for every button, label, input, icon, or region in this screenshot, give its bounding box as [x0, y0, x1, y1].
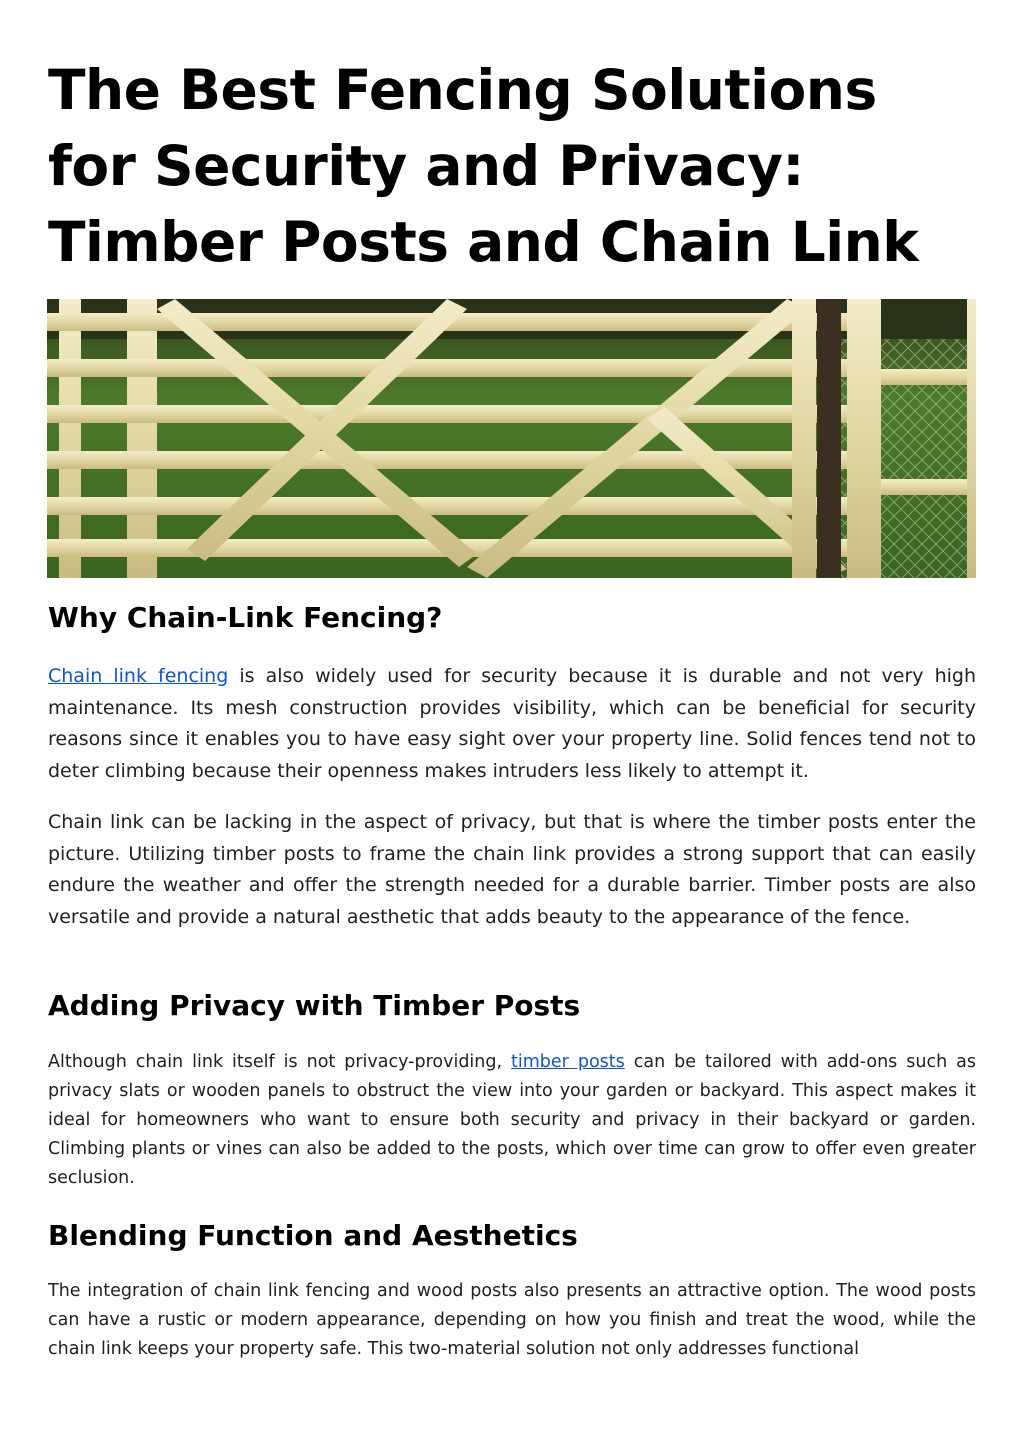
paragraph: The integration of chain link fencing and wood posts also presents an attractive option. The wood posts can have a rustic or modern appearance, depending on how you finish and treat the wood, while the chain link keeps your property safe. This two-material solution not only addresses functional	[48, 1281, 976, 1359]
section-heading-why-chain-link: Why Chain-Link Fencing?	[48, 601, 443, 634]
timber-posts-link[interactable]: timber posts	[511, 1052, 625, 1072]
section-heading-blending-function: Blending Function and Aesthetics	[48, 1219, 578, 1252]
paragraph: Chain link can be lacking in the aspect of privacy, but that is where the timber posts enter the picture. Utilizing timber posts to frame the chain link provides a strong support that can easily endure the weather and offer the strength needed for a durable barrier. Timber posts are also versatile and provide a natural aesthetic that adds beauty to the appearance of the fence.	[48, 811, 976, 928]
paragraph-text: Although chain link itself is not privacy-providing,	[48, 1052, 512, 1072]
hero-image	[47, 299, 976, 578]
section-heading-adding-privacy: Adding Privacy with Timber Posts	[48, 989, 581, 1022]
page-title: The Best Fencing Solutions for Security and Privacy: Timber Posts and Chain Link	[48, 58, 919, 274]
paragraph-text: is also widely used for security because it is durable and not very high maintenance. Its mesh construction provides visibility, which can be beneficial for security reasons since it enables you to have easy sight over your property line. Solid fences tend not to deter climbing because their openness makes intruders less likely to attempt it.	[48, 665, 976, 782]
paragraph-text: can be tailored with add-ons such as privacy slats or wooden panels to obstruct the view into your garden or backyard. This aspect makes it ideal for homeowners who want to ensure both security and privacy in their backyard or garden. Climbing plants or vines can also be added to the posts, which over time can grow to offer even greater seclusion.	[48, 1052, 976, 1188]
timber-gate-photo-icon	[47, 299, 976, 578]
chain-link-fencing-link[interactable]: Chain link fencing	[48, 665, 229, 687]
paragraph	[48, 1048, 976, 1193]
paragraph	[48, 661, 976, 787]
